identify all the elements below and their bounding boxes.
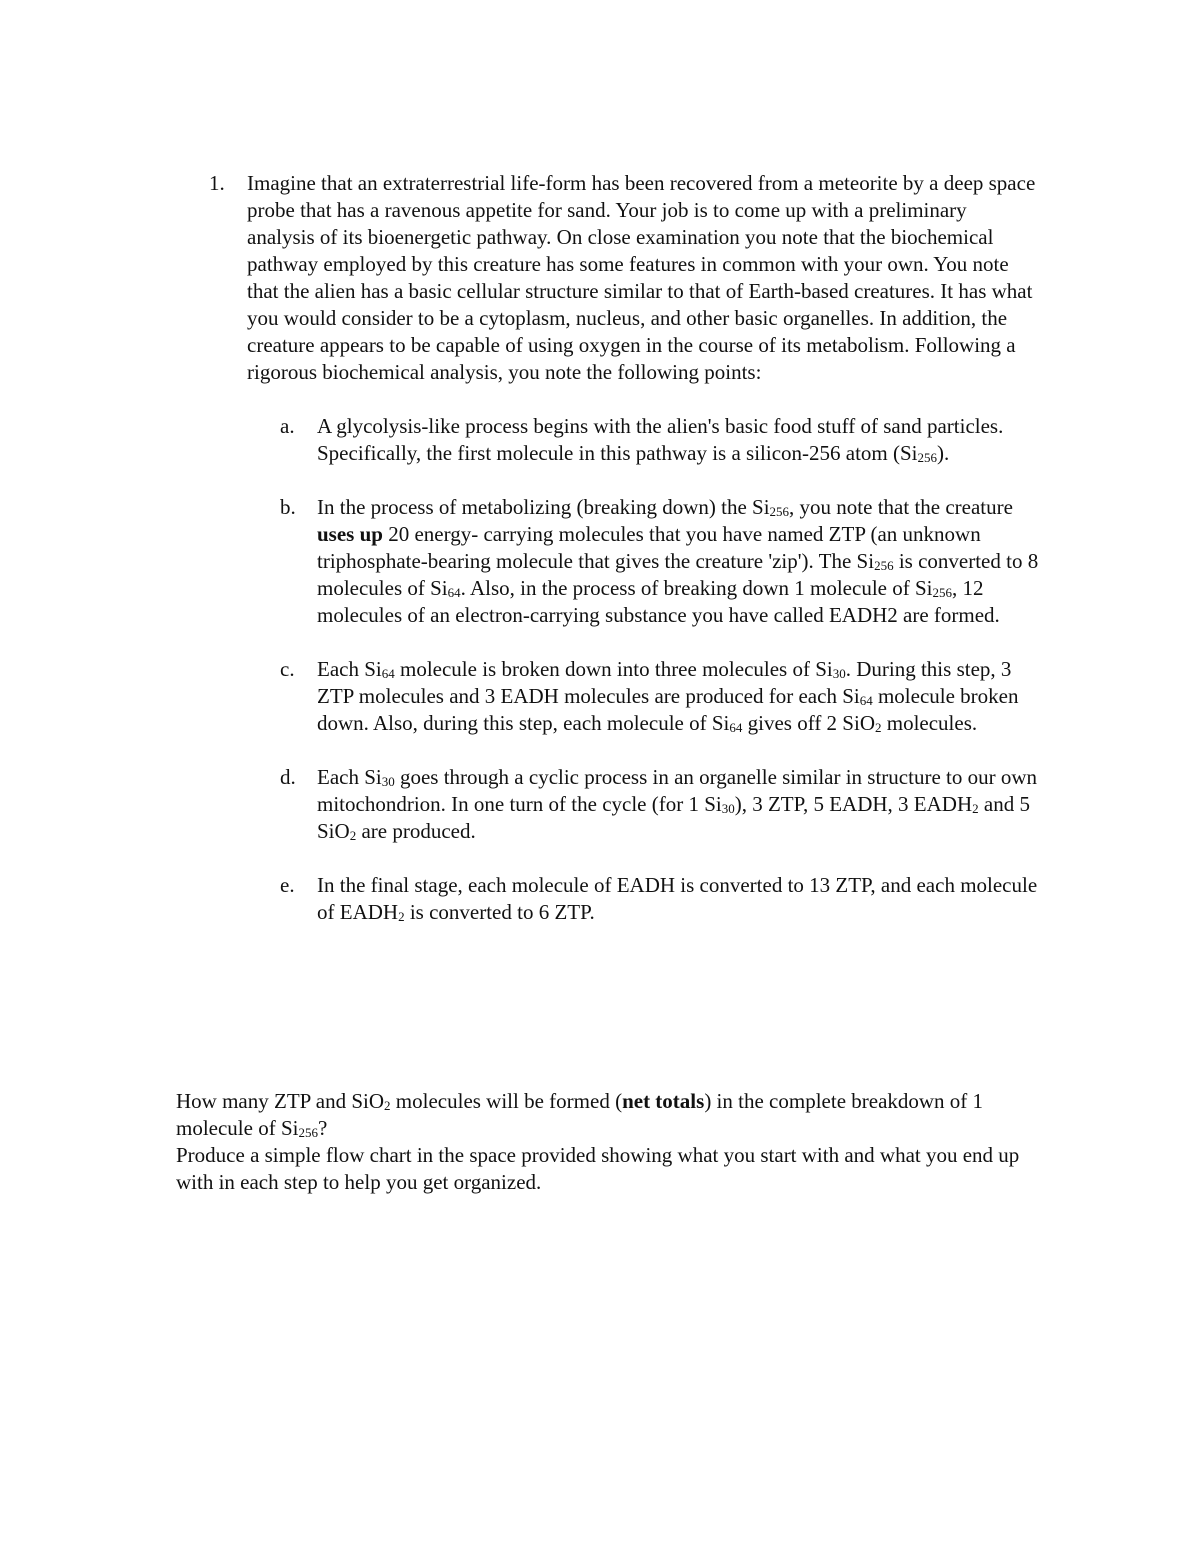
observation-text: A glycolysis-like process begins with the alien's basic food stuff of sand particles. Specifically, the first molecule in this pathway is a silicon-256 atom $(Si_{256})$.: [317, 414, 1004, 465]
observation-list: [247, 413, 1039, 926]
observation-text: In the process of metabolizing (breaking down) the $Si_{256}$, you note that the creature uses up 20 energy- carrying molecules that you have named ZTP (an unknown triphosphate-bearing molecule that gives the creature 'zip'). The $Si_{256}$ is converted to 8 molecules of $Si_{64}$. Also, in the process of breaking down 1 molecule of $Si_{256}$, 12 molecules of an electron-carrying substance you have called EADH2 are formed.: [317, 495, 1039, 627]
observation-letter: b.: [280, 495, 296, 519]
question-block: [176, 1088, 1036, 1196]
observation-text: Each $Si_{64}$ molecule is broken down into three molecules of $Si_{30}$. During this step, 3 ZTP molecules and 3 EADH molecules are produced for each $Si_{64}$ molecule broken down. Also, during this step, each molecule of $Si_{64}$ gives off 2 SiO$_2$ molecules.: [317, 657, 1019, 735]
problem-item-1: [209, 170, 1039, 953]
observation-letter: e.: [280, 873, 295, 897]
flowchart-instruction: Produce a simple flow chart in the space provided showing what you start with and what you end up with in each step to help you get organized.: [176, 1143, 1020, 1194]
problem-number: 1.: [209, 171, 225, 195]
observation-e: [247, 872, 1039, 926]
observation-b: [247, 494, 1039, 629]
observation-text: In the final stage, each molecule of EADH is converted to 13 ZTP, and each molecule of $EADH_2$ is converted to 6 ZTP.: [317, 873, 1038, 924]
observation-c: [247, 656, 1039, 737]
observation-letter: c.: [280, 657, 295, 681]
problem-intro: Imagine that an extraterrestrial life-form has been recovered from a meteorite by a deep space probe that has a ravenous appetite for sand. Your job is to come up with a preliminary analysis of its bioenergetic pathway. On close examination you note that the biochemical pathway employed by this creature has some features in common with your own. You note that the alien has a basic cellular structure similar to that of Earth-based creatures. It has what you would consider to be a cytoplasm, nucleus, and other basic organelles. In addition, the creature appears to be capable of using oxygen in the course of its metabolism. Following a rigorous biochemical analysis, you note the following points:: [247, 171, 1036, 384]
observation-a: [247, 413, 1039, 467]
question-text: How many ZTP and SiO$_2$ molecules will be formed (net totals) in the complete breakdown of 1 molecule of $Si_{256}$?: [176, 1089, 984, 1140]
observation-d: [247, 764, 1039, 845]
observation-letter: a.: [280, 414, 295, 438]
observation-text: Each $Si_{30}$ goes through a cyclic process in an organelle similar in structure to our own mitochondrion. In one turn of the cycle (for 1 $Si_{30}$), 3 ZTP, 5 EADH, 3 $EADH_2$ and 5 SiO$_2$ are produced.: [317, 765, 1038, 843]
observation-letter: d.: [280, 765, 296, 789]
